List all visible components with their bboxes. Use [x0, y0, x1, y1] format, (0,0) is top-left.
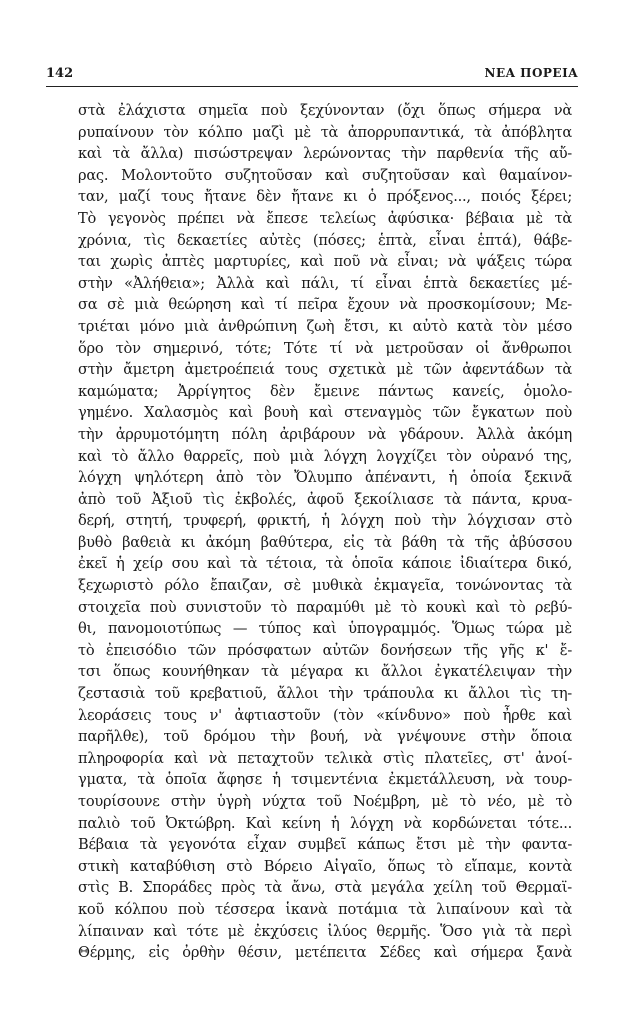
text-line: καὶ τὸ ἄλλο θαρρεῖς, ποὺ μιὰ λόγχη λογχίζει τὸν οὐρανό της,: [78, 447, 572, 465]
text-line: καὶ τὰ ἄλλα) πισώστρεψαν λερώνοντας τὴν παρθενία τῆς αὔ-: [78, 145, 572, 163]
text-line: στὶς Β. Σποράδες πρὸς τὰ ἄνω, στὰ μεγάλα χείλη τοῦ Θερμαϊ-: [78, 879, 572, 897]
text-line: ζεστασιὰ τοῦ κρεβατιοῦ, ἄλλοι τὴν τράπουλα κι ἄλλοι τὶς τη-: [78, 685, 572, 703]
text-line: δερή, στητή, τρυφερή, φρικτή, ἡ λόγχη ποὺ τὴν λόγχισαν στὸ: [78, 512, 572, 530]
text-line: παλιὸ τοῦ Ὀκτώβρη. Καὶ κείνη ἡ λόγχη νὰ κορδώνεται τότε...: [78, 814, 572, 832]
text-line: γματα, τὰ ὁποῖα ἄφησε ἡ τσιμεντένια ἐκμετάλλευση, νὰ τουρ-: [78, 771, 572, 789]
text-line: στὰ ἐλάχιστα σημεῖα ποὺ ξεχύνονταν (ὄχι ὅπως σήμερα νὰ: [78, 102, 572, 119]
text-line: τουρίσουνε στὴν ὑγρὴ νύχτα τοῦ Νοέμβρη, μὲ τὸ νέο, μὲ τὸ: [78, 793, 572, 810]
text-line: βυθὸ βαθειὰ κι ἀκόμη βαθύτερα, εἰς τὰ βάθη τὰ τῆς ἀβύσσου: [78, 533, 572, 551]
page-number: 142: [46, 66, 74, 81]
text-line: τὸ ἐπεισόδιο τῶν πρόσφατων αὐτῶν δονήσεων τῆς γῆς κ' ἔ-: [78, 641, 572, 659]
text-line: γημένο. Χαλασμὸς καὶ βουὴ καὶ στεναγμὸς τῶν ἔγκατων ποὺ: [78, 404, 572, 422]
text-line: λεοράσεις τους ν' ἀφτιαστοῦν (τὸν «κίνδυνο» ποὺ ἦρθε καὶ: [78, 706, 572, 724]
text-line: στικὴ καταβύθιση στὸ Βόρειο Αἰγαῖο, ὅπως τὸ εἴπαμε, κοντὰ: [78, 857, 572, 875]
text-line: θι, πανομοιοτύπως — τύπος καὶ ὑπογραμμός. Ὅμως τώρα μὲ: [78, 620, 572, 638]
text-line: χρόνια, τὶς δεκαετίες αὐτὲς (πόσες; ἑπτὰ, εἶναι ἑπτά), θάβε-: [78, 231, 572, 249]
text-line: σα σὲ μιὰ θεώρηση καὶ τί πεῖρα ἔχουν νὰ προσκομίσουν; Με-: [78, 296, 572, 314]
text-line: ξεχωριστὸ ρόλο ἔπαιζαν, σὲ μυθικὰ ἐκμαγεῖα, τονώνοντας τὰ: [78, 577, 572, 595]
text-line: ἀπὸ τοῦ Ἀξιοῦ τὶς ἐκβολές, ἀφοῦ ξεκοίλιασε τὰ πάντα, κρυα-: [78, 490, 572, 508]
text-line: λίπαιναν καὶ τότε μὲ ἐκχύσεις ἰλύος θερμῆς. Ὅσο γιὰ τὰ περὶ: [78, 922, 572, 940]
text-line: ὅρο τὸν σημερινό, τότε; Τότε τί νὰ μετροῦσαν οἱ ἄνθρωποι: [78, 339, 572, 357]
text-line: τριέται μόνο μιὰ ἀνθρώπινη ζωὴ ἔτσι, κι αὐτὸ κατὰ τὸν μέσο: [78, 317, 572, 335]
text-line: στὴν ἄμετρη ἀμετροέπειά τους σχετικὰ μὲ τῶν ἀφεντάδων τὰ: [78, 361, 572, 379]
text-line: ἐκεῖ ἡ χείρ σου καὶ τὰ τέτοια, τὰ ὁποῖα κάποιε ἰδιαίτερα δικό,: [78, 555, 572, 573]
text-line: στὴν «Ἀλήθεια»; Ἀλλὰ καὶ πάλι, τί εἶναι ἑπτὰ δεκαετίες μέ-: [78, 274, 572, 292]
text-line: πληροφορία καὶ νὰ πεταχτοῦν τελικὰ στὶς πλατεῖες, στ' ἀνοί-: [78, 749, 572, 767]
text-line: τσι ὅπως κουνήθηκαν τὰ μέγαρα κι ἄλλοι ἐγκατέλειψαν τὴν: [78, 663, 572, 681]
text-line: ρυπαίνουν τὸν κόλπο μαζὶ μὲ τὰ ἀπορρυπαντικά, τὰ ἀπόβλητα: [78, 123, 572, 141]
text-line: ταν, μαζί τους ἤτανε δὲν ἤτανε κι ὁ πρόξενος..., ποιός ξέρει;: [78, 188, 572, 206]
running-title: ΝΕΑ ΠΟΡΕΙΑ: [484, 66, 578, 80]
header-rule: [46, 86, 578, 87]
text-line: στοιχεῖα ποὺ συνιστοῦν τὸ παραμύθι μὲ τὸ κουκὶ καὶ τὸ ρεβύ-: [78, 598, 572, 616]
text-line: τὴν ἀρρυμοτόμητη πόλη ἀριβάρουν νὰ γδάρουν. Ἀλλὰ ἀκόμη: [78, 425, 572, 443]
text-line: κοῦ κόλπου ποὺ τέσσερα ἱκανὰ ποτάμια τὰ λιπαίνουν καὶ τὰ: [78, 900, 572, 918]
page-header: [46, 66, 578, 88]
text-line: λόγχη ψηλότερη ἀπὸ τὸν Ὄλυμπο ἀπέναντι, ἡ ὁποία ξεκινᾶ: [78, 469, 572, 487]
text-line: ρας. Μολοντοῦτο συζητοῦσαν καὶ συζητοῦσαν καὶ θαμαίνον-: [78, 166, 572, 184]
body-text: [78, 100, 572, 964]
text-line: καμώματα; Ἀρρίγητος δὲν ἔμεινε πάντως κανείς, ὁμολο-: [78, 382, 572, 400]
text-line: Τὸ γεγονὸς πρέπει νὰ ἔπεσε τελείως ἀφύσικα· βέβαια μὲ τὰ: [78, 209, 572, 227]
text-line: παρῆλθε), τοῦ δρόμου τὴν βουή, νὰ γνέψουνε στὴν ὅποια: [78, 728, 572, 746]
text-line: Βέβαια τὰ γεγονότα εἶχαν συμβεῖ κάπως ἔτσι μὲ τὴν φαντα-: [78, 836, 572, 854]
text-line: ται χωρὶς ἀπτὲς μαρτυρίες, καὶ ποῦ νὰ εἶναι; νὰ ψάξεις τώρα: [78, 253, 572, 271]
text-line: Θέρμης, εἰς ὀρθὴν θέσιν, μετέπειτα Σέδες καὶ σήμερα ξανὰ: [78, 944, 572, 962]
